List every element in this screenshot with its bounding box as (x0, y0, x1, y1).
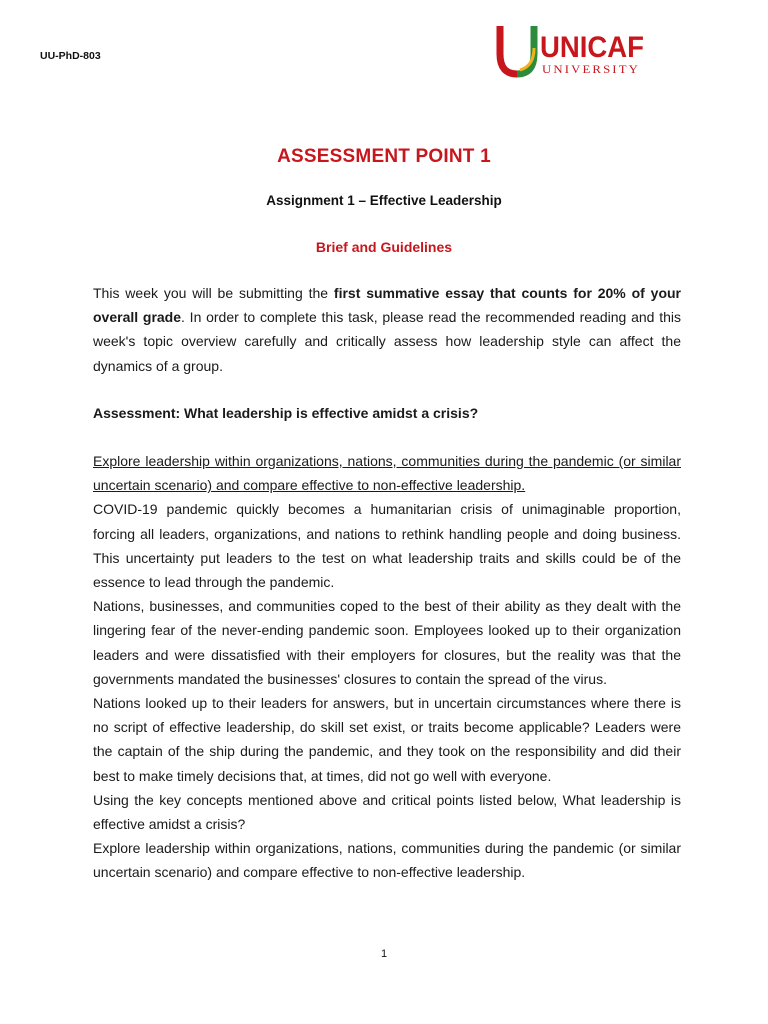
section-heading: Brief and Guidelines (315, 239, 453, 255)
paragraph-nations-coped: Nations, businesses, and communities coped to the best of their ability as they dealt with the lingering fear of the never-ending pandemic soon. Employees looked up to their organization leaders and were dissatisfied with their employers for closures, but the reality was that the governments mandated the businesses' closures to contain the spread of the virus. (93, 598, 681, 687)
logo-subtitle: UNIVERSITY (542, 62, 640, 76)
paragraph-covid: COVID-19 pandemic quickly becomes a humanitarian crisis of unimaginable proportion, forcing all leaders, organizations, and nations to rethink handling people and doing business. This uncertainty put leaders to the test on what leadership traits and skills could be of the essence to lead through the pandemic. (93, 501, 681, 591)
page-title: ASSESSMENT POINT 1 (277, 146, 491, 167)
main-body (93, 449, 681, 885)
underlined-paragraph: Explore leadership within organizations, nations, communities during the pandemic (or similar uncertain scenario) and compare effective to non-effective leadership. (93, 453, 681, 494)
page-number: 1 (380, 948, 388, 960)
assignment-subtitle: Assignment 1 – Effective Leadership (266, 193, 502, 208)
logo-wordmark: UNICAF (540, 31, 644, 64)
intro-bold-text: first summative essay that counts for 20% of your overall grade (93, 285, 681, 326)
paragraph-leaders-answers: Nations looked up to their leaders for answers, but in uncertain circumstances where there is no script of effective leadership, do skill set exist, or traits become applicable? Leaders were the captain of the ship during the pandemic, and they took on the responsibility and did their best to make timely decisions that, at times, did not go well with everyone. (93, 695, 681, 784)
paragraph-key-concepts: Using the key concepts mentioned above and critical points listed below, What leadership is effective amidst a crisis? (93, 791, 681, 833)
intro-text-2: . In order to complete this task, please read the recommended reading and this week's topic overview carefully and critically assess how leadership style can affect the dynamics of a group. (93, 309, 681, 374)
assessment-question: Assessment: What leadership is effective amidst a crisis? (93, 405, 479, 421)
unicaf-university-logo (496, 24, 646, 80)
course-code: UU-PhD-803 (40, 50, 101, 62)
intro-paragraph (93, 281, 681, 378)
intro-text-1: This week you will be submitting the (93, 285, 334, 301)
paragraph-explore: Explore leadership within organizations, nations, communities during the pandemic (or similar uncertain scenario) and compare effective to non-effective leadership. (93, 840, 681, 881)
logo-u-red (500, 26, 517, 74)
